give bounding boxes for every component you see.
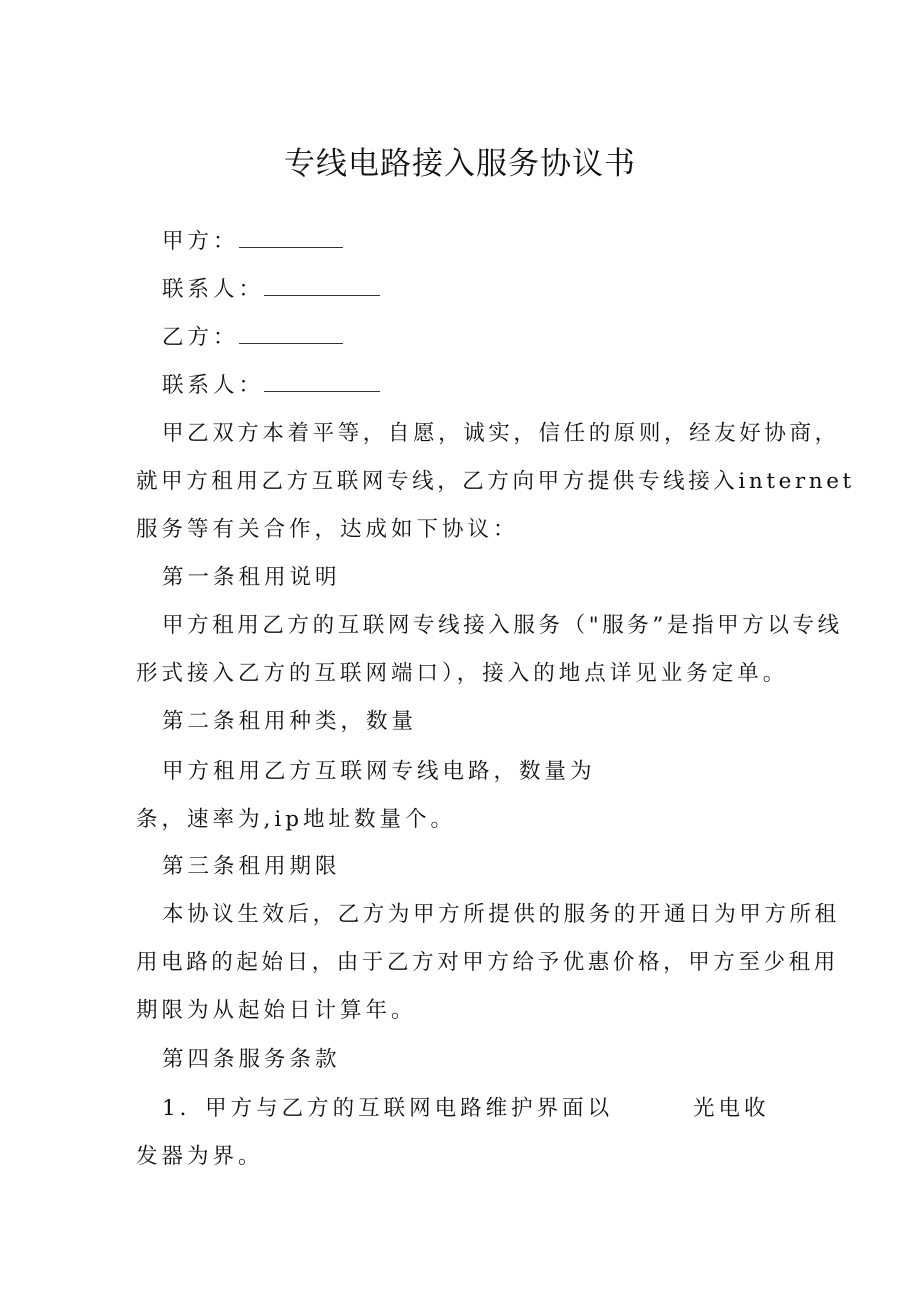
intro-line-1: 甲乙双方本着平等，自愿，诚实，信任的原则，经友好协商， xyxy=(162,421,840,446)
article-1-line-2: 形式接入乙方的互联网端口），接入的地点详见业务定单。 xyxy=(136,661,789,686)
intro-line-3: 服务等有关合作，达成如下协议： xyxy=(136,517,519,542)
article-4-item-1-part-2: 光电收 xyxy=(693,1096,770,1121)
contact-a-blank xyxy=(264,277,380,296)
contact-b-label: 联系人： xyxy=(162,373,265,398)
party-a-line xyxy=(162,226,343,258)
party-a-blank xyxy=(239,229,343,248)
article-4-item-1-continuation: 发器为界。 xyxy=(136,1144,264,1169)
contact-b-line xyxy=(162,370,380,402)
contact-a-label: 联系人： xyxy=(162,277,265,302)
article-4-item-1-part-1: 1．甲方与乙方的互联网电路维护界面以 xyxy=(162,1096,614,1121)
party-b-label: 乙方： xyxy=(162,325,239,350)
article-2-line-1: 甲方租用乙方互联网专线电路，数量为 xyxy=(162,759,596,784)
article-3-line-1: 本协议生效后，乙方为甲方所提供的服务的开通日为甲方所租 xyxy=(162,902,840,927)
document-title: 专线电路接入服务协议书 xyxy=(284,146,636,182)
contact-b-blank xyxy=(264,373,380,392)
article-3-line-2: 用电路的起始日，由于乙方对甲方给予优惠价格，甲方至少租用 xyxy=(136,950,839,975)
article-3-title: 第三条租用期限 xyxy=(162,854,341,879)
intro-line-2: 就甲方租用乙方互联网专线，乙方向甲方提供专线接入internet xyxy=(136,469,855,494)
article-3-line-3: 期限为从起始日计算年。 xyxy=(136,998,417,1023)
article-2-title: 第二条租用种类，数量 xyxy=(162,709,418,734)
party-b-line xyxy=(162,322,343,354)
party-b-blank xyxy=(239,325,343,344)
article-1-title: 第一条租用说明 xyxy=(162,565,341,590)
article-2-line-2: 条，速率为,ip地址数量个。 xyxy=(136,807,456,832)
contact-a-line xyxy=(162,274,380,306)
article-4-title: 第四条服务条款 xyxy=(162,1047,341,1072)
article-1-line-1: 甲方租用乙方的互联网专线接入服务（"服务”是指甲方以专线 xyxy=(162,613,843,638)
party-a-label: 甲方： xyxy=(162,229,239,254)
